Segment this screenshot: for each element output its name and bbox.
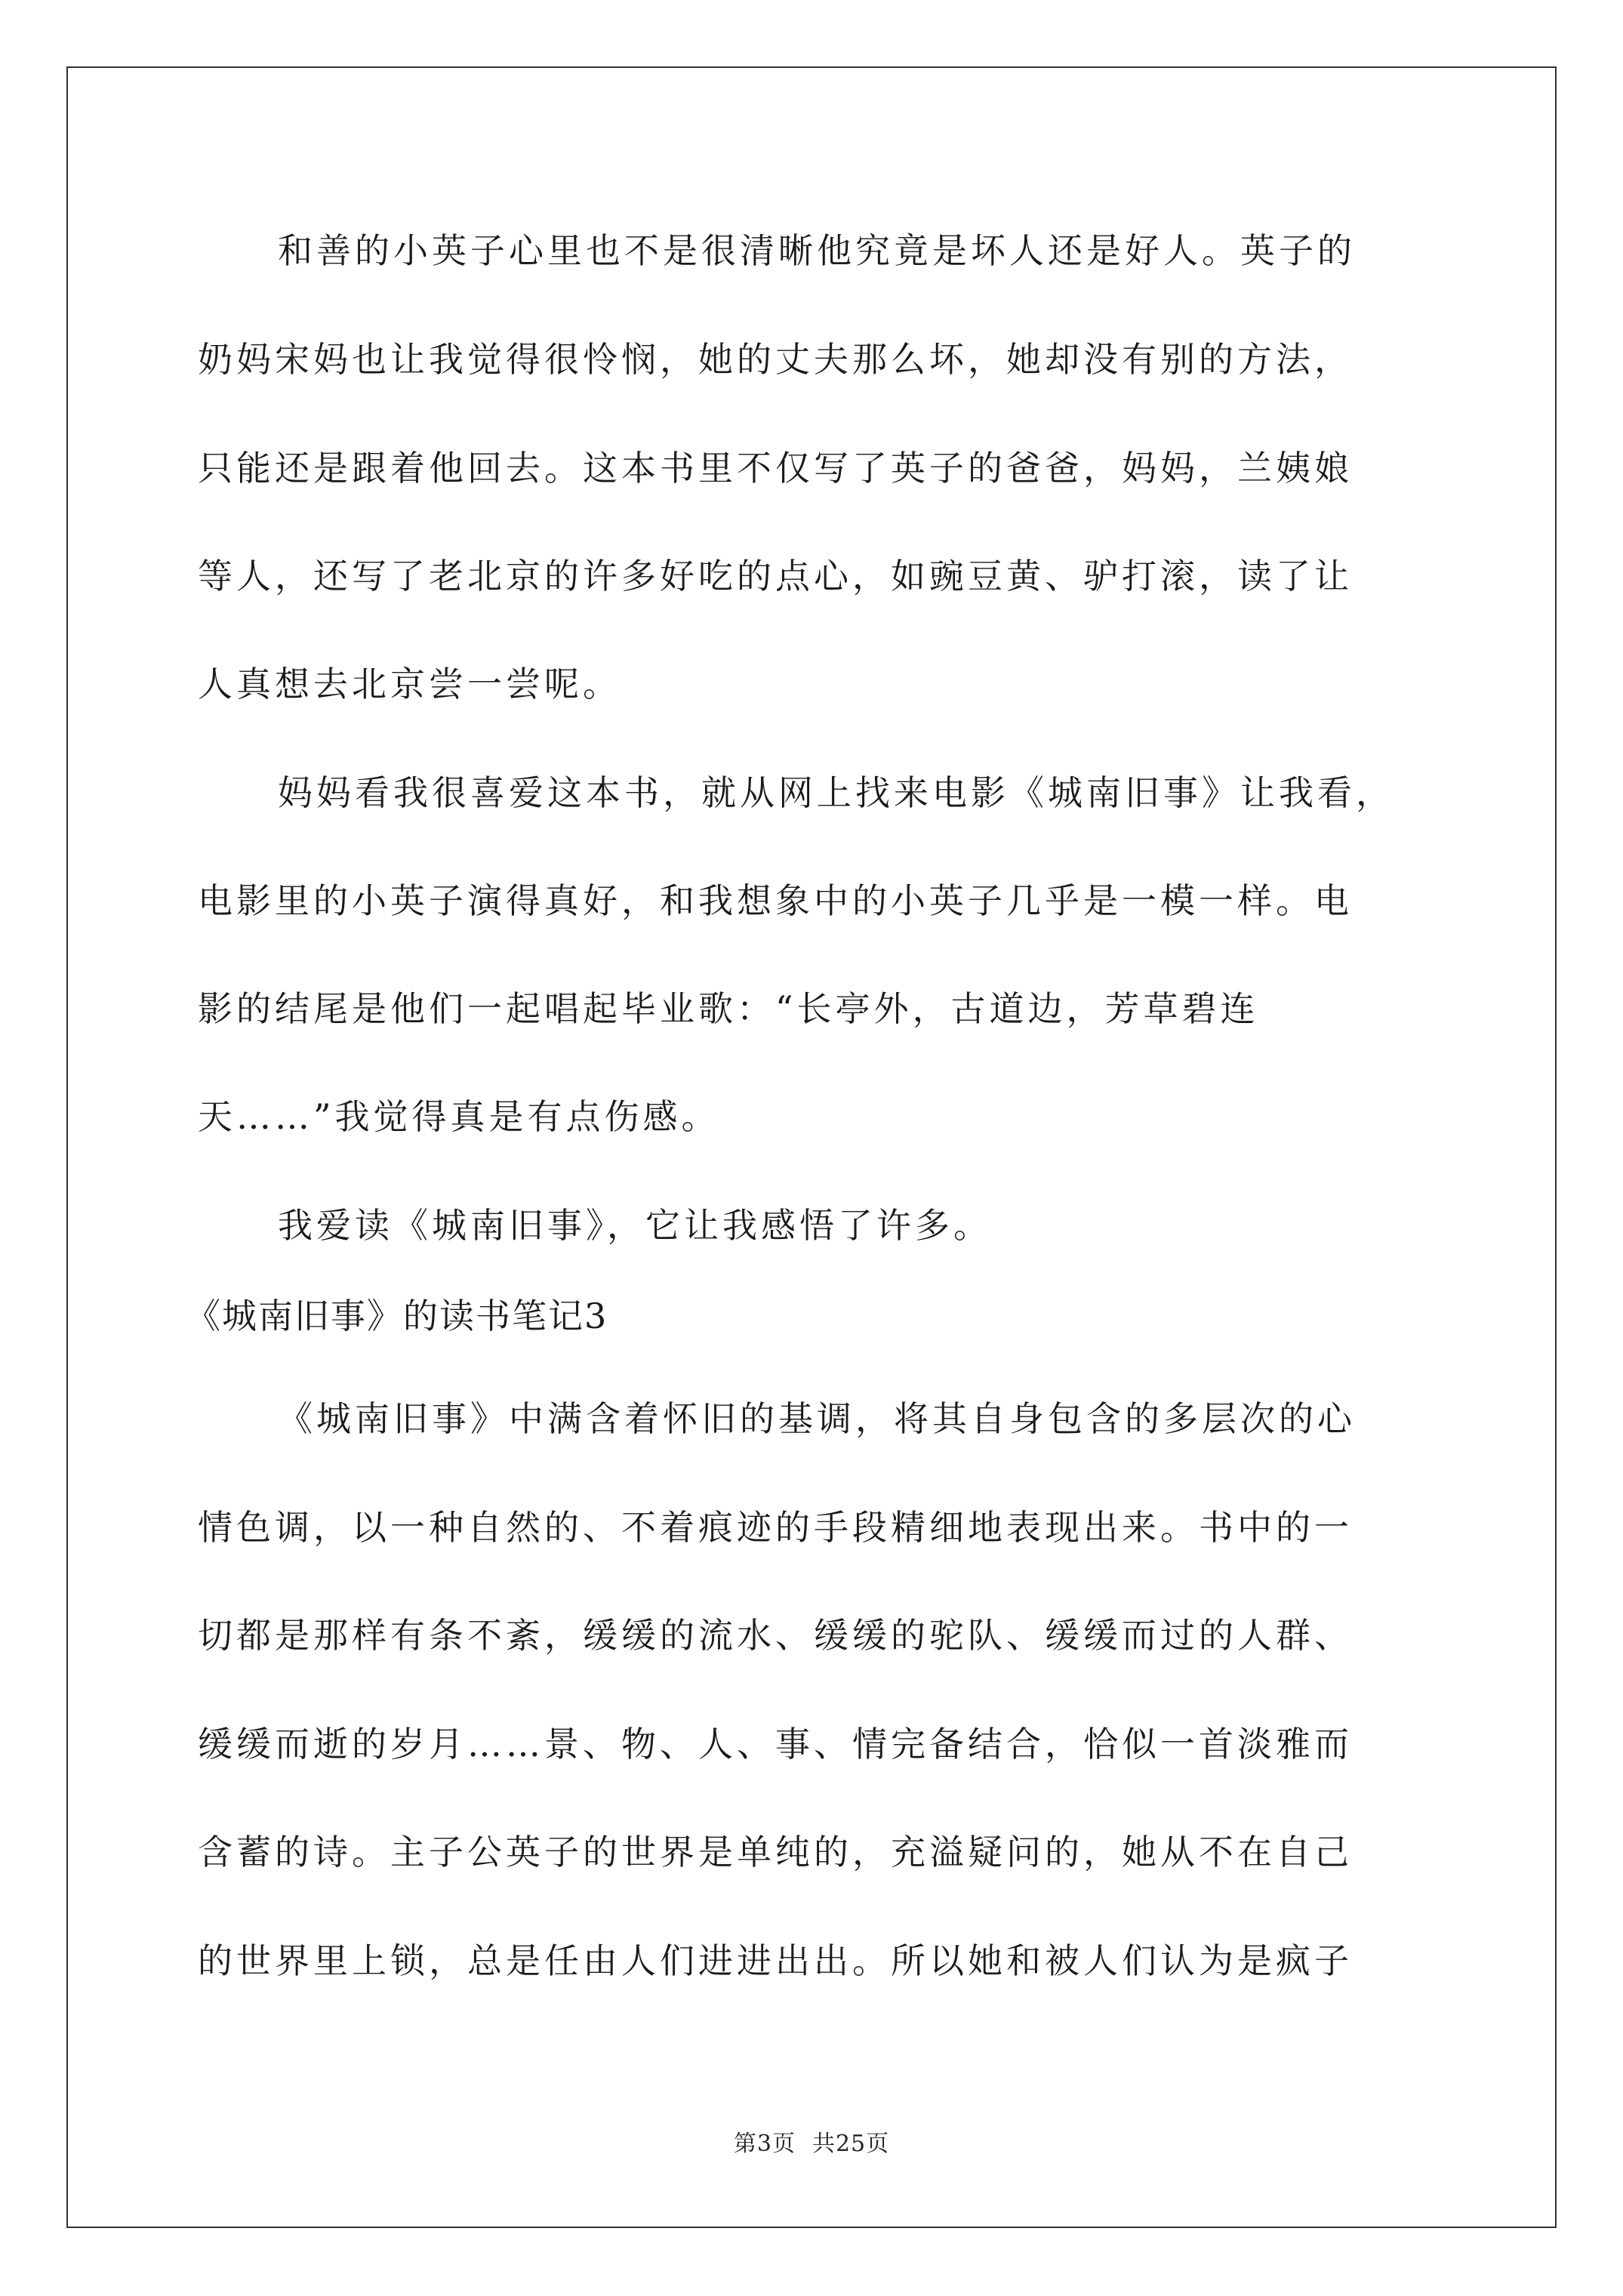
- text-line-3: 只能还是跟着他回去。这本书里不仅写了英子的爸爸，妈妈，兰姨娘: [198, 448, 1353, 488]
- text-line-7: 电影里的小英子演得真好，和我想象中的小英子几乎是一模一样。电: [198, 880, 1353, 921]
- section-heading: 《城南旧事》的读书笔记3: [186, 1296, 608, 1336]
- page-number: 第3页: [733, 2131, 796, 2157]
- page-total: 共25页: [812, 2131, 890, 2157]
- text-line-10: 我爱读《城南旧事》，它让我感悟了许多。: [278, 1205, 992, 1246]
- text-line-9: 天……”我觉得真是有点伤感。: [198, 1096, 720, 1137]
- text-line-8: 影的结尾是他们一起唱起毕业歌：“长亭外，古道边，芳草碧连: [198, 988, 1259, 1029]
- text-line-2: 奶妈宋妈也让我觉得很怜悯，她的丈夫那么坏，她却没有别的方法，: [198, 339, 1353, 380]
- page-footer: [0, 2129, 1623, 2159]
- text-line-13: 切都是那样有条不紊，缓缓的流水、缓缓的驼队、缓缓而过的人群、: [198, 1615, 1353, 1656]
- text-line-1: 和善的小英子心里也不是很清晰他究竟是坏人还是好人。英子的: [278, 230, 1356, 271]
- text-line-15: 含蓄的诗。主子公英子的世界是单纯的，充溢疑问的，她从不在自己: [198, 1832, 1353, 1872]
- text-line-4: 等人，还写了老北京的许多好吃的点心，如豌豆黄、驴打滚，读了让: [198, 556, 1353, 596]
- text-line-12: 情色调，以一种自然的、不着痕迹的手段精细地表现出来。书中的一: [198, 1507, 1353, 1548]
- text-line-11: 《城南旧事》中满含着怀旧的基调，将其自身包含的多层次的心: [278, 1398, 1356, 1439]
- page-border: [66, 66, 1557, 2228]
- text-line-16: 的世界里上锁，总是任由人们进进出出。所以她和被人们认为是疯子: [198, 1940, 1353, 1981]
- text-line-5: 人真想去北京尝一尝呢。: [198, 664, 621, 704]
- text-line-6: 妈妈看我很喜爱这本书，就从网上找来电影《城南旧事》让我看，: [278, 772, 1394, 813]
- text-line-14: 缓缓而逝的岁月……景、物、人、事、情完备结合，恰似一首淡雅而: [198, 1724, 1353, 1764]
